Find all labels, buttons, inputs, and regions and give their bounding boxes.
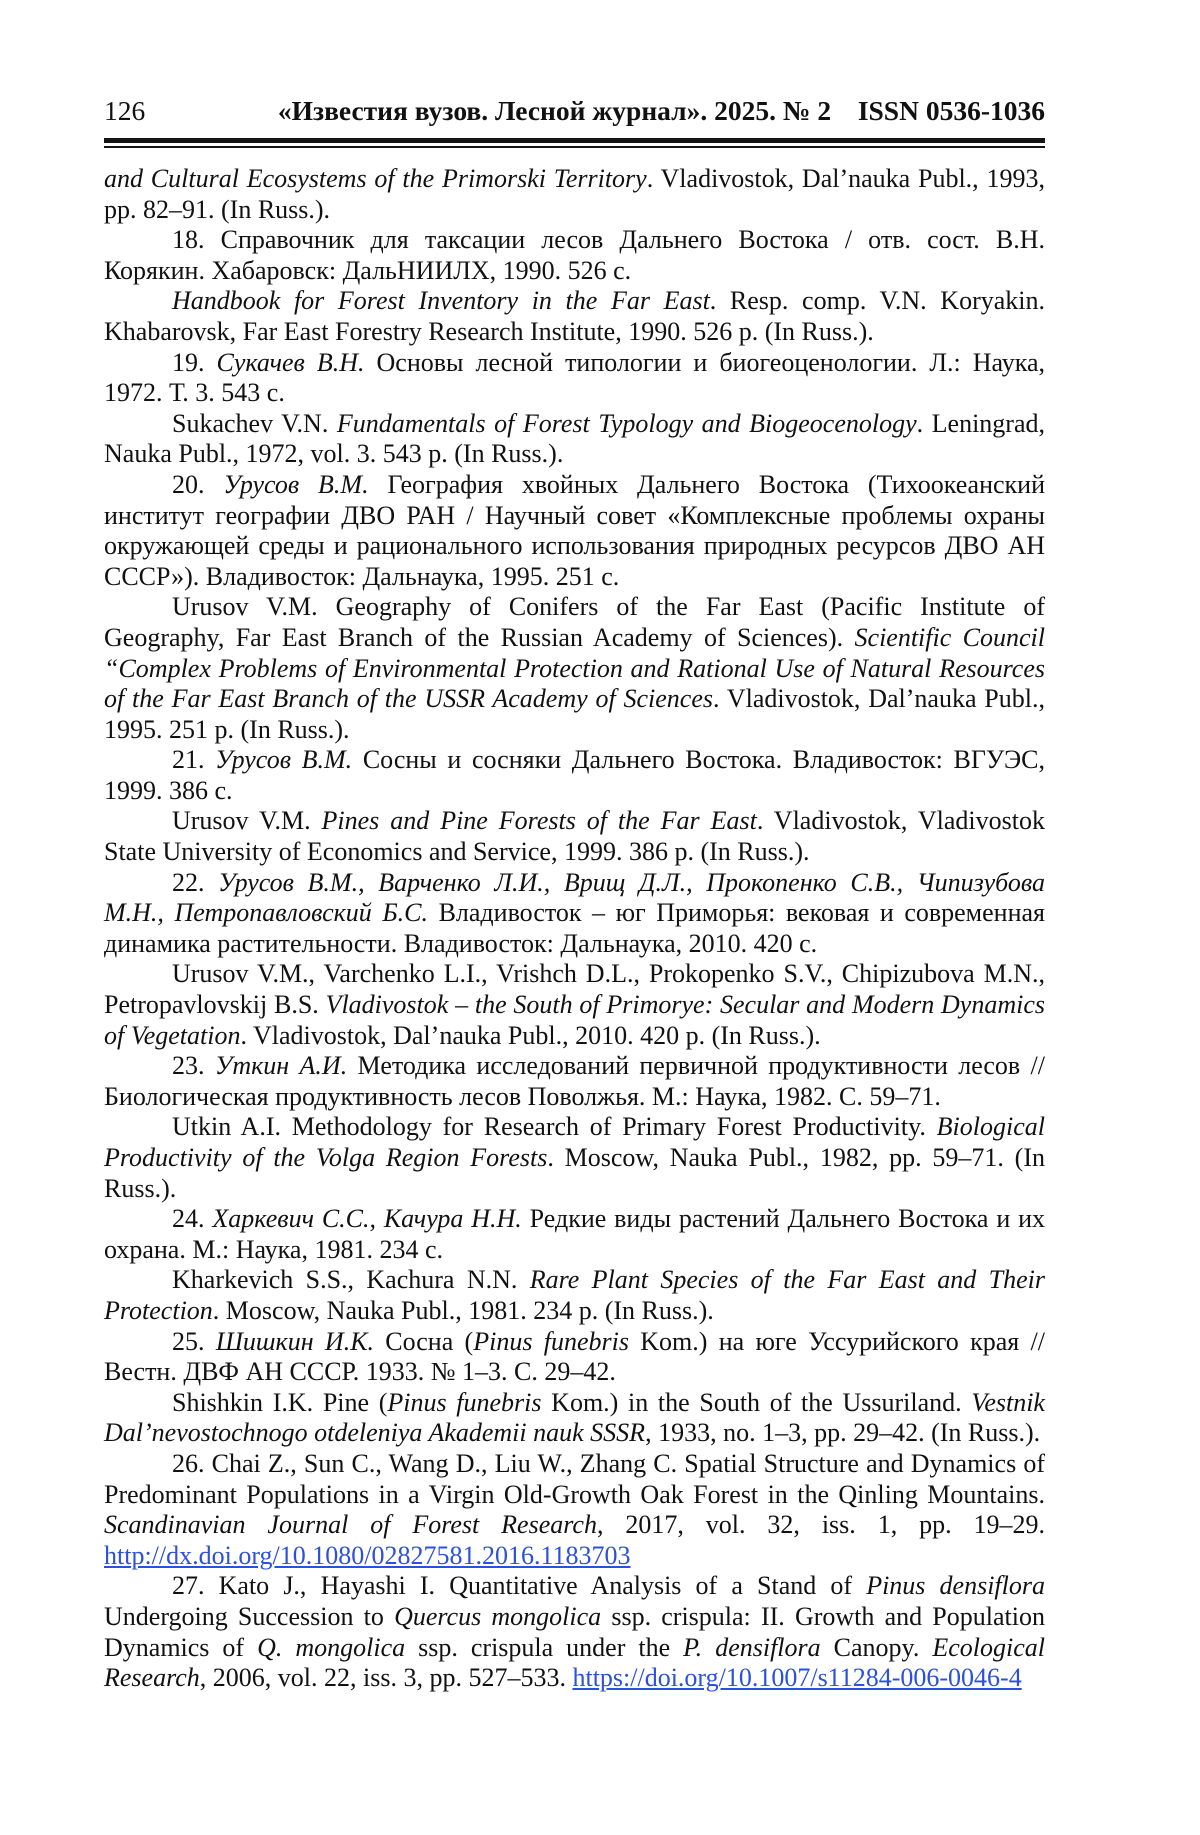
reference-text: Canopy.	[820, 1632, 933, 1662]
reference-italic-text: Pinus densiflora	[866, 1571, 1045, 1601]
reference-text: 23.	[172, 1051, 215, 1081]
reference-entry	[104, 959, 1045, 1051]
reference-text: География хвойных Дальнего Востока (Тихоокеанский институт географии ДВО РАН / Научный совет «Комплексные проблемы охраны окружающей среды и рационального использования природных ресурсов ДВО АН СССР»). Владивосток: Дальнаука, 1995. 251 с.	[104, 469, 1046, 591]
reference-text: , 2006, vol. 22, iss. 3, pp. 527–533.	[199, 1663, 573, 1693]
reference-text: . Moscow, Nauka Publ., 1981. 234 p. (In Russ.).	[212, 1295, 714, 1325]
reference-text: 25.	[172, 1326, 216, 1356]
reference-text: 20.	[172, 469, 224, 499]
issn: ISSN 0536-1036	[857, 95, 1045, 126]
reference-entry	[104, 1112, 1045, 1204]
reference-italic-text: Scandinavian Journal of Forest Research	[104, 1510, 597, 1540]
reference-italic-text: Quercus mongolica	[394, 1601, 602, 1631]
reference-italic-text: Урусов В.М.	[215, 745, 353, 775]
reference-entry	[104, 470, 1045, 592]
reference-italic-text: Уткин А.И.	[214, 1051, 348, 1081]
reference-text: Сосны и сосняки Дальнего Востока. Владивосток: ВГУЭС, 1999. 386 с.	[104, 745, 1045, 805]
reference-italic-text: Q. mongolica	[257, 1632, 406, 1662]
reference-entry	[104, 1051, 1045, 1112]
reference-text: . Vladivostok, Dal’nauka Publ., 2010. 420 p. (In Russ.).	[240, 1020, 821, 1050]
doi-link[interactable]: http://dx.doi.org/10.1080/02827581.2016.1183703	[104, 1540, 631, 1570]
reference-text: 19.	[172, 347, 217, 377]
reference-text: 18. Справочник для таксации лесов Дальнего Востока / отв. сост. В.Н. Корякин. Хабаровск: ДальНИИЛХ, 1990. 526 с.	[104, 225, 1045, 285]
reference-text: Kom.) in the South of the Ussuriland.	[541, 1387, 972, 1417]
reference-text: Undergoing Succession to	[104, 1601, 395, 1631]
reference-entry	[104, 1204, 1045, 1265]
reference-text: . Vladivostok, Dal’nauka Publ., 1993, pp. 82–91. (In Russ.).	[104, 164, 1045, 224]
reference-text: Urusov V.M., Varchenko L.I., Vrishch D.L., Prokopenko S.V., Chipizubova M.N., Petropavlovskij B.S.	[104, 959, 1045, 1020]
reference-italic-text: Pinus funebris	[387, 1387, 542, 1417]
reference-text: , 2017, vol. 32, iss. 1, pp. 19–29.	[596, 1510, 1046, 1540]
reference-italic-text: Урусов В.М.	[223, 469, 369, 499]
reference-entry	[104, 1388, 1045, 1449]
reference-entry	[104, 806, 1045, 867]
reference-italic-text: Pinus funebris	[473, 1326, 629, 1356]
reference-entry	[104, 868, 1045, 960]
reference-text: Методика исследований первичной продуктивности лесов // Биологическая продуктивность лесов Поволжья. М.: Наука, 1982. С. 59–71.	[104, 1051, 1045, 1111]
reference-entry	[104, 409, 1045, 470]
reference-text: , 1933, no. 1–3, pp. 29–42. (In Russ.).	[645, 1418, 1041, 1448]
reference-entry	[104, 286, 1045, 347]
page-number: 126	[104, 95, 146, 126]
reference-italic-text: Харкевич С.С., Качура Н.Н.	[212, 1204, 522, 1234]
reference-entry	[104, 1265, 1045, 1326]
reference-text: Utkin A.I. Methodology for Research of Primary Forest Productivity.	[172, 1112, 937, 1142]
reference-entry	[104, 745, 1045, 806]
reference-text: 27. Kato J., Hayashi I. Quantitative Analysis of a Stand of	[172, 1571, 867, 1601]
reference-text: ssp. crispula under the	[405, 1632, 684, 1662]
reference-italic-text: Fundamentals of Forest Typology and Biogeocenology	[336, 408, 917, 438]
reference-italic-text: and Cultural Ecosystems of the Primorski Territory	[104, 164, 647, 193]
reference-text: . Resp. comp. V.N. Koryakin. Khabarovsk, Far East Forestry Research Institute, 1990. 526 p. (In Russ.).	[104, 286, 1045, 346]
reference-italic-text: Pines and Pine Forests of the Far East	[321, 806, 757, 836]
reference-text: Urusov V.M. Geography of Conifers of the Far East (Pacific Institute of Geography, Far East Branch of the Russian Academy of Sciences).	[104, 592, 1045, 652]
reference-entry	[104, 1571, 1045, 1693]
reference-italic-text: Rare Plant Species of the Far East and Their Protection	[104, 1265, 1045, 1325]
reference-italic-text: Vladivostok – the South of Primorye: Secular and Modern Dynamics of Vegetation	[104, 990, 1046, 1050]
reference-text: Сосна (	[373, 1326, 474, 1356]
reference-entry	[104, 348, 1045, 409]
reference-text: ssp. crispula: II. Growth and Population Dynamics of	[104, 1601, 1045, 1662]
reference-entry	[104, 225, 1045, 286]
reference-text: Sukachev V.N.	[172, 408, 337, 438]
reference-italic-text: Ecological Research	[104, 1632, 1045, 1693]
reference-entry	[104, 592, 1045, 745]
page-content	[104, 95, 1045, 1694]
reference-text: Владивосток – юг Приморья: вековая и современная динамика растительности. Владивосток: Дальнаука, 2010. 420 с.	[104, 898, 1045, 958]
reference-italic-text: Сукачев В.Н.	[216, 347, 365, 377]
reference-text: 24.	[172, 1204, 213, 1234]
reference-italic-text: Урусов В.М., Варченко Л.И., Врищ Д.Л., Прокопенко С.В., Чипизубова М.Н., Петропавловский Б.С.	[104, 867, 1045, 928]
reference-text: Kharkevich S.S., Kachura N.N.	[172, 1265, 530, 1295]
reference-italic-text: Шишкин И.К.	[215, 1326, 374, 1356]
reference-entry	[104, 164, 1045, 225]
reference-text: 21.	[172, 745, 216, 775]
reference-italic-text: Vestnik Dal’nevostochnogo otdeleniya Akademii nauk SSSR	[104, 1387, 1045, 1448]
reference-text: . Leningrad, Nauka Publ., 1972, vol. 3. 543 p. (In Russ.).	[104, 408, 1045, 469]
journal-title: «Известия вузов. Лесной журнал». 2025. № 2	[277, 95, 832, 126]
reference-text: 22.	[172, 867, 219, 897]
reference-entry	[104, 1449, 1045, 1571]
doi-link[interactable]: https://doi.org/10.1007/s11284-006-0046-4	[572, 1663, 1022, 1693]
reference-italic-text: Handbook for Forest Inventory in the Far East	[172, 286, 710, 316]
reference-text: Urusov V.M.	[172, 806, 322, 836]
reference-italic-text: Biological Productivity of the Volga Region Forests	[104, 1112, 1045, 1172]
reference-text: Shishkin I.K. Pine (	[172, 1387, 388, 1417]
reference-text: . Vladivostok, Vladivostok State University of Economics and Service, 1999. 386 p. (In Russ.).	[104, 806, 1045, 867]
reference-italic-text: Scientific Council “Complex Problems of Environmental Protection and Rational Use of Natural Resources of the Far East Branch of the USSR Academy of Sciences	[104, 622, 1045, 714]
reference-text: Редкие виды растений Дальнего Востока и их охрана. М.: Наука, 1981. 234 с.	[104, 1204, 1046, 1264]
reference-text: Основы лесной типологии и биогеоценологии. Л.: Наука, 1972. Т. 3. 543 с.	[104, 347, 1045, 408]
running-head	[104, 95, 1045, 127]
reference-italic-text: P. densiflora	[683, 1632, 821, 1662]
reference-text: . Vladivostok, Dal’nauka Publ., 1995. 251 p. (In Russ.).	[104, 684, 1045, 744]
reference-text: . Moscow, Nauka Publ., 1982, pp. 59–71. (In Russ.).	[104, 1143, 1045, 1203]
reference-entry	[104, 1327, 1045, 1388]
references-list	[104, 164, 1045, 1694]
reference-text: Kom.) на юге Уссурийского края // Вестн. ДВФ АН СССР. 1933. № 1–3. С. 29–42.	[104, 1326, 1045, 1387]
reference-text: 26. Chai Z., Sun C., Wang D., Liu W., Zhang C. Spatial Structure and Dynamics of Predominant Populations in a Virgin Old-Growth Oak Forest in the Qinling Mountains.	[104, 1448, 1045, 1509]
header-rule	[104, 138, 1045, 148]
